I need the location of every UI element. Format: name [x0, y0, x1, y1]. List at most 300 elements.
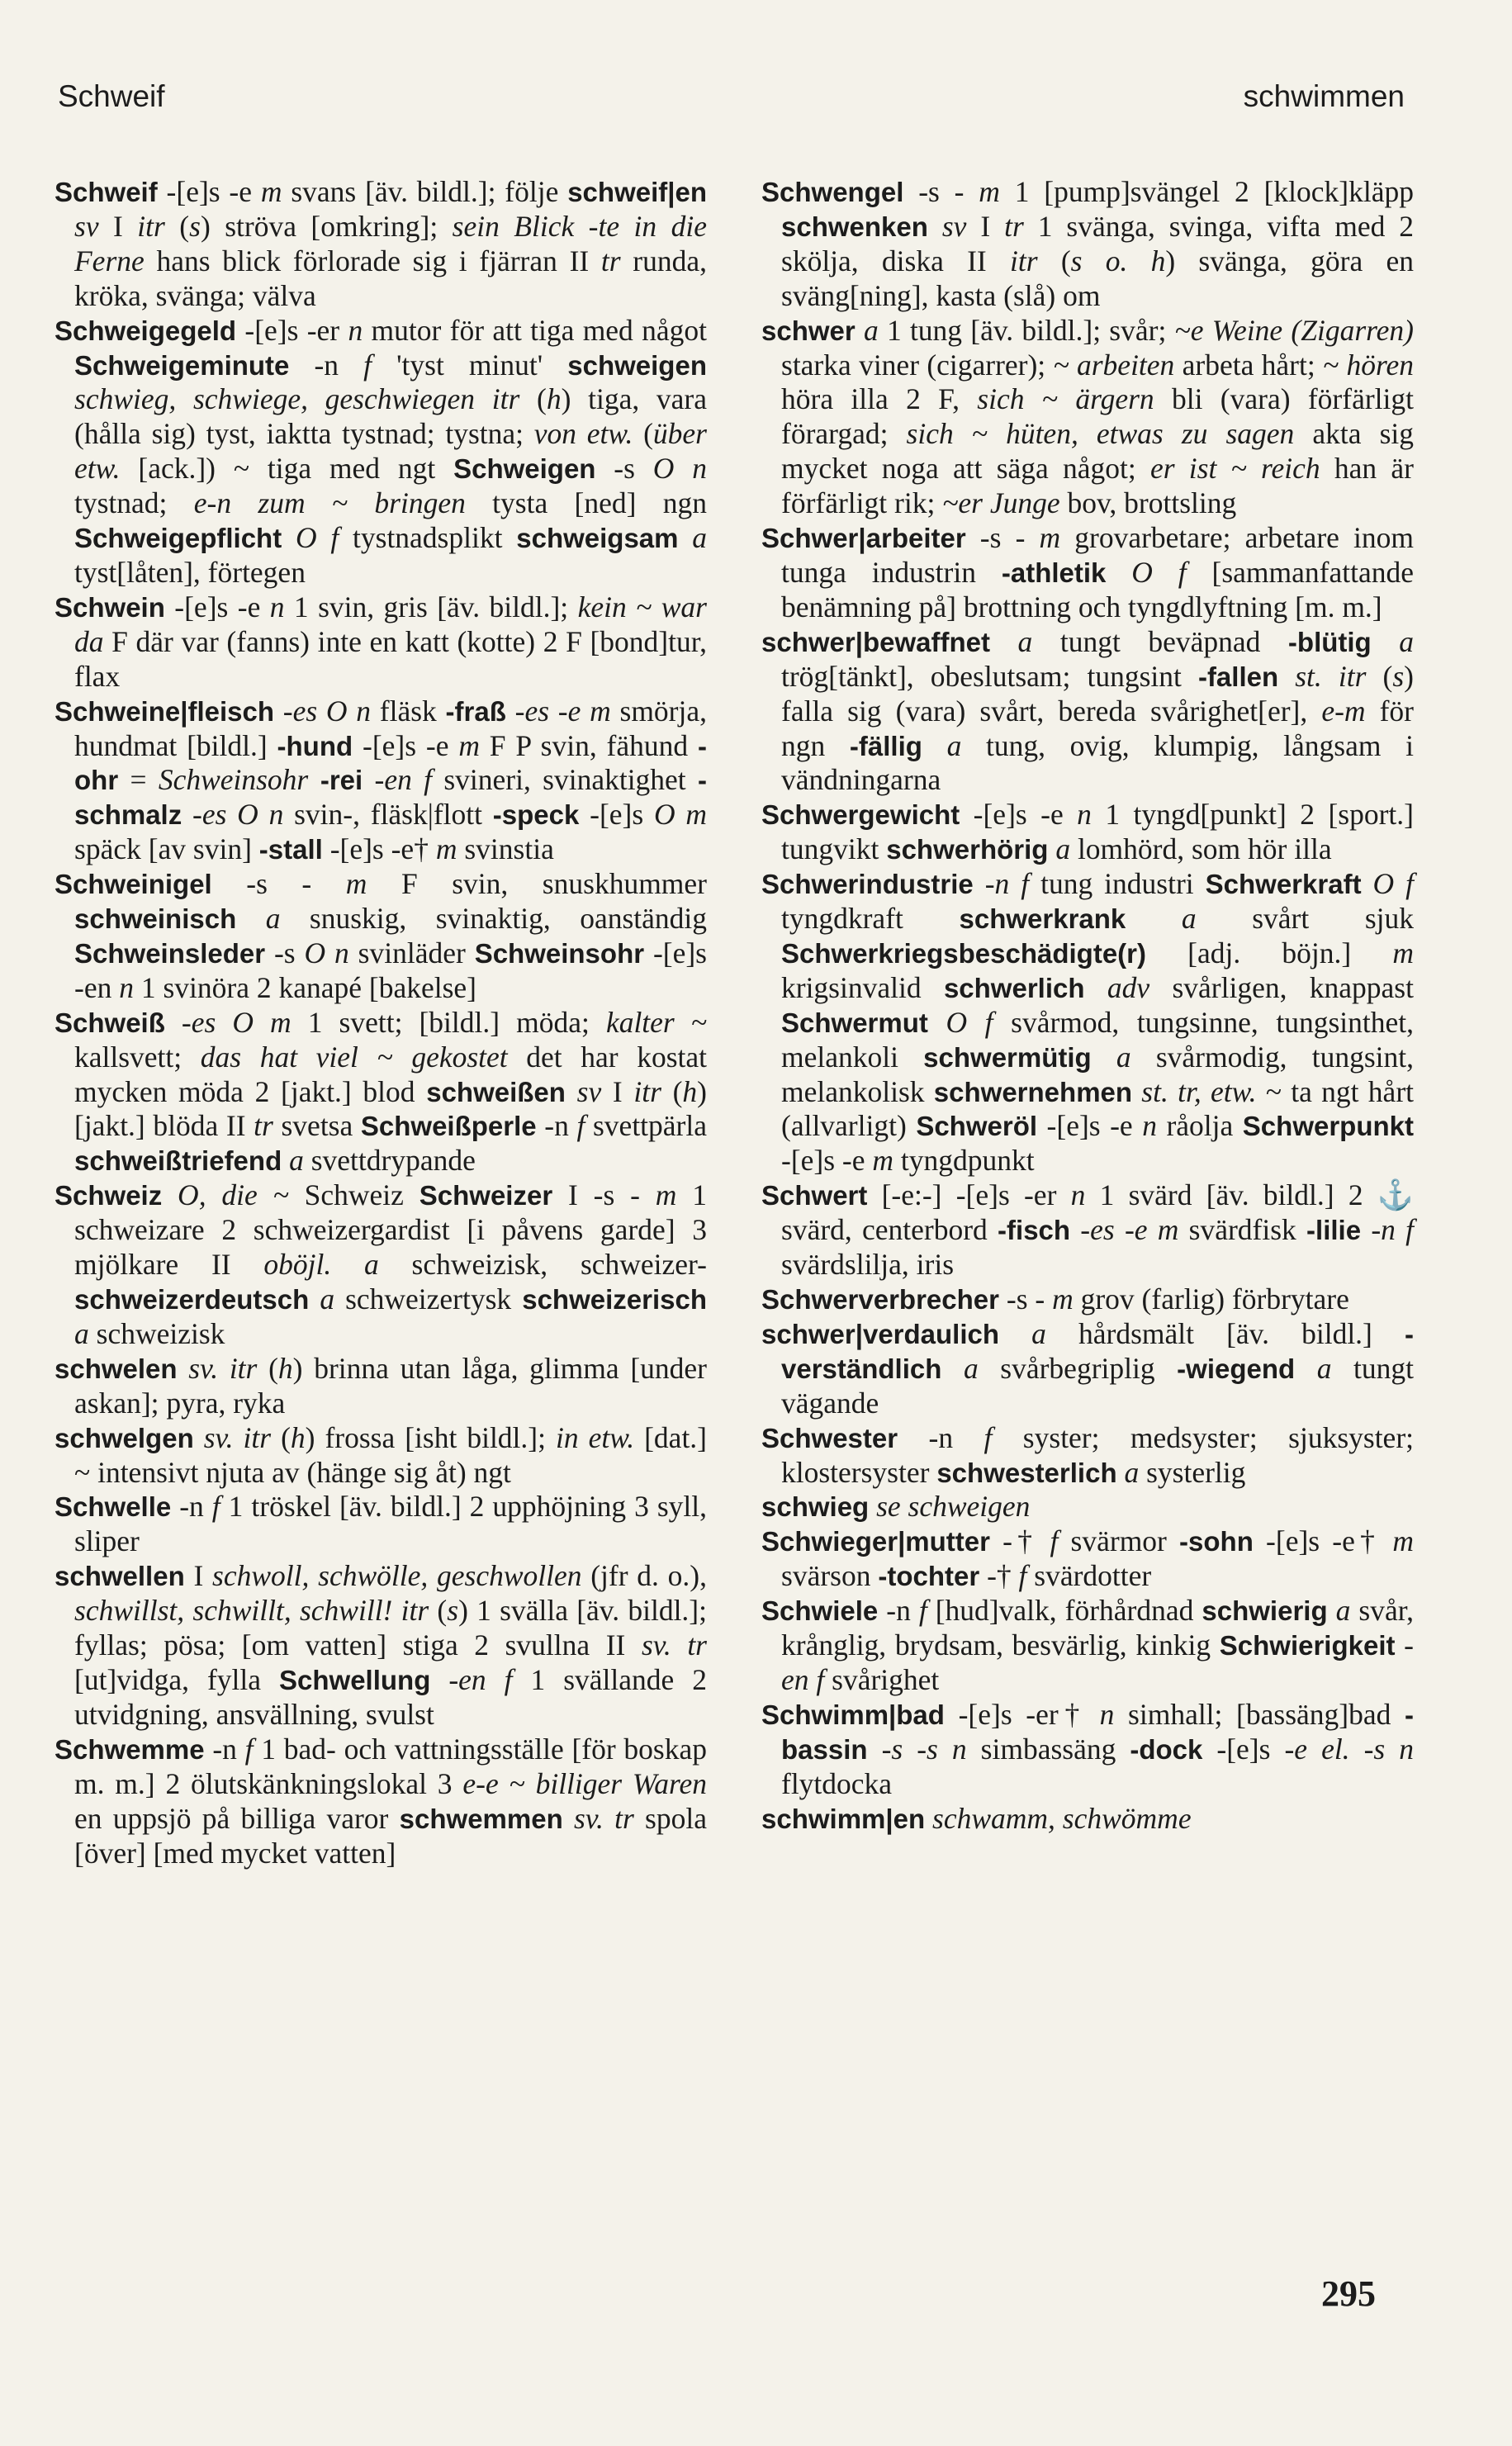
grammar-note: m [1392, 936, 1414, 969]
headword: Schwein [55, 591, 165, 623]
grammar-note: n [1142, 1109, 1157, 1143]
definition-text: F svin, snuskhummer [367, 867, 707, 901]
definition-text: simhall; [bassäng]bad [1114, 1697, 1405, 1731]
definition-text: svinstia [457, 832, 554, 866]
headword: Schwieger|mutter [761, 1526, 990, 1557]
headword: -lilie [1306, 1215, 1362, 1246]
grammar-note: sv. tr [641, 1628, 707, 1662]
dictionary-entry [55, 867, 707, 1006]
definition-text: simbassäng [966, 1732, 1130, 1766]
headword: Schweinsohr [474, 937, 645, 969]
definition-text: ) frossa [isht bildl.]; [305, 1420, 556, 1454]
definition-text: grov (farlig) förbrytare [1073, 1282, 1349, 1315]
definition-text: ( [429, 1594, 448, 1628]
grammar-note: m [1392, 1524, 1414, 1558]
headword: -verständlich [781, 1318, 1414, 1384]
headword: Schwester [761, 1422, 898, 1453]
grammar-note: m [345, 867, 367, 901]
grammar-note: sich ~ ärgern [977, 382, 1154, 416]
grammar-note: a [1126, 902, 1197, 936]
grammar-note: s [189, 209, 201, 243]
definition-text: -[e]s -e [1037, 1109, 1143, 1143]
grammar-note: s [1392, 659, 1405, 693]
headword: -tochter [878, 1561, 980, 1592]
grammar-note: a [309, 1282, 335, 1315]
definition-text: en uppsjö på billiga varor [74, 1801, 400, 1835]
definition-text: smörja, hundmat [bildl.] [74, 694, 707, 762]
page-number: 295 [1321, 2273, 1376, 2314]
headword: schwer [761, 315, 856, 346]
definition-text: -[e]s -e† [322, 832, 436, 866]
headword: Schweröl [916, 1111, 1038, 1142]
definition-text: svärdotter [1026, 1559, 1152, 1593]
headword: schweinisch [74, 903, 237, 935]
grammar-note: -en f [781, 1628, 1414, 1696]
definition-text: -n [171, 1490, 212, 1524]
definition-text: ) [jakt.] blöda II [74, 1074, 707, 1143]
dictionary-entry [761, 521, 1414, 625]
grammar-note: -en f [430, 1662, 513, 1696]
headword: schwemmen [399, 1803, 563, 1834]
grammar-note: s [447, 1594, 459, 1628]
definition-text: [-e:-] -[e]s -er [867, 1178, 1071, 1212]
grammar-note: se schweigen [869, 1490, 1031, 1524]
grammar-note: sv. tr [562, 1801, 634, 1835]
dictionary-entry [761, 1282, 1414, 1317]
definition-text: svårmod, tungsinne, tungsinthet, melankoli [781, 1005, 1414, 1074]
dictionary-entry [761, 867, 1414, 1178]
headword: -speck [492, 799, 580, 831]
definition-text: I [98, 209, 138, 243]
definition-text: -† [989, 1524, 1050, 1558]
grammar-note: in etw. [555, 1420, 635, 1454]
definition-text: han är förfärligt rik; [781, 452, 1414, 520]
grammar-note: f [363, 348, 372, 382]
grammar-note: sv [74, 209, 99, 243]
definition-text: mutor för att tiga med något [363, 313, 707, 347]
definition-text: schweizisk, schweizer- [378, 1248, 707, 1282]
definition-text: -s - [999, 1282, 1053, 1315]
headword: schwesterlich [936, 1457, 1117, 1488]
grammar-note: O f [282, 521, 339, 555]
headword: Schweigeminute [74, 349, 290, 381]
dictionary-entry [761, 1594, 1414, 1698]
dictionary-entry [761, 175, 1414, 314]
grammar-note: sv. itr [193, 1420, 272, 1454]
dictionary-entry [761, 1802, 1414, 1837]
grammar-note: st. itr [1278, 659, 1367, 693]
headword: Schwerkraft [1205, 869, 1362, 900]
headword: schweißen [426, 1076, 566, 1107]
headword: Schwellung [279, 1664, 431, 1695]
definition-text: -[e]s -er [236, 313, 348, 347]
headword: -sohn [1179, 1526, 1254, 1557]
grammar-note: a [1048, 832, 1071, 866]
headword: Schwengel [761, 177, 904, 207]
grammar-note: m [260, 175, 282, 208]
definition-text: -n [204, 1732, 245, 1766]
definition-text: trög[tänkt], obeslutsam; tungsint [781, 659, 1198, 693]
dictionary-entry [761, 1490, 1414, 1524]
definition-text: svärmor [1058, 1524, 1180, 1558]
definition-text: 1 tyngd[punkt] 2 [sport.] tungvikt [781, 798, 1414, 866]
grammar-note: er ist ~ reich [1150, 452, 1320, 486]
dictionary-entry [761, 1178, 1414, 1282]
definition-text: svettdrypande [303, 1144, 476, 1178]
headword: Schweiz [55, 1180, 163, 1211]
grammar-note: -es O m [164, 1005, 291, 1039]
definition-text: lomhörd, som hör illa [1070, 832, 1332, 866]
definition-text: 1 svällande 2 utvidgning, ansvällning, svulst [74, 1662, 707, 1731]
headword: schwierig [1202, 1595, 1328, 1627]
grammar-note: a [1371, 624, 1415, 658]
definition-text: -s [595, 452, 653, 486]
headword: Schweinigel [55, 869, 212, 900]
grammar-note: n [1099, 1697, 1115, 1731]
headword: -fällig [849, 730, 922, 761]
definition-text: -s - [965, 521, 1040, 555]
definition-text: -[e]s [579, 798, 654, 832]
definition-text: svärdfisk [1178, 1213, 1307, 1247]
definition-text: I [601, 1074, 634, 1108]
grammar-note: tr [600, 244, 621, 277]
definition-text: svårbegriplig [978, 1351, 1178, 1385]
dictionary-entry [55, 1490, 707, 1559]
definition-text: svårt sjuk [1196, 902, 1414, 936]
headword: Schweine|fleisch [55, 695, 274, 727]
definition-text: ) 1 svälla [äv. bildl.]; fyllas; pösa; [om vatten] stiga 2 svullna II [74, 1594, 707, 1662]
definition-text: tungt beväpnad [1032, 624, 1288, 658]
definition-text: spola [över] [med mycket vatten] [74, 1801, 707, 1870]
grammar-note: schwieg, schwiege, geschwiegen itr [74, 382, 520, 416]
headword: schweizerdeutsch [74, 1284, 310, 1315]
headword: schweif|en [567, 177, 707, 207]
headword: Schwemme [55, 1733, 205, 1765]
grammar-note: f [244, 1732, 254, 1766]
grammar-note: ~ hören [1323, 348, 1415, 382]
headword: schwer|verdaulich [761, 1318, 1000, 1349]
definition-text: ) svänga, göra en sväng[ning], kasta (slå) om [781, 244, 1414, 312]
definition-text: -s [265, 936, 305, 969]
headword: Schweigen [453, 453, 596, 485]
definition-text: ~ ta ngt hårt (allvarligt) [781, 1074, 1414, 1143]
dictionary-entry [55, 694, 707, 868]
grammar-note: itr [137, 209, 165, 243]
headword: schwermütig [923, 1041, 1092, 1073]
headword: -rei [308, 765, 363, 796]
definition-text: 1 svänga, svinga, vifta med 2 skölja, diska II [781, 209, 1414, 277]
grammar-note: tr [254, 1109, 273, 1143]
grammar-note: n [1077, 798, 1092, 832]
definition-text: 1 bad- och vattningsställe [för boskap m. m.] 2 ölutskänkningslokal 3 [74, 1732, 707, 1800]
grammar-note: a [282, 1144, 304, 1178]
definition-text: [hud]valk, förhårdnad [927, 1594, 1202, 1628]
headword: -hund [277, 730, 353, 761]
definition-text: bov, brottsling [1059, 486, 1237, 520]
grammar-note: O f [1106, 555, 1187, 589]
definition-text: svårligen, knappast [1149, 970, 1414, 1004]
dictionary-entry [55, 1733, 707, 1871]
definition-text: -[e]s -en [74, 936, 707, 1004]
definition-text: 1 svärd [äv. bildl.] 2 ⚓ svärd, centerbord [781, 1178, 1414, 1247]
definition-text: svärson [781, 1559, 879, 1593]
running-header [58, 79, 1405, 114]
grammar-note: e-e ~ billiger Waren [462, 1766, 707, 1800]
definition-text: svinläder [348, 936, 475, 969]
grammar-note: n [1070, 1178, 1086, 1212]
definition-text: 1 schweizare 2 schweizergardist [i påvens garde] 3 mjölkare II [74, 1178, 708, 1282]
grammar-note: a [922, 728, 962, 762]
grammar-note: ~e Weine (Zigarren) [1174, 313, 1414, 347]
definition-text: bli (vara) förfärligt förargad; [781, 382, 1414, 451]
definition-text: hårdsmält [äv. bildl.] [1045, 1316, 1405, 1350]
definition-text: tysta [ned] ngn [465, 486, 708, 520]
definition-text: tyngdkraft [781, 902, 960, 936]
definition-text: tung, ovig, klumpig, långsam i vändningarna [781, 728, 1415, 797]
grammar-note: h [290, 1420, 306, 1454]
dictionary-entry [761, 1317, 1414, 1421]
headword: schweißtriefend [74, 1145, 282, 1177]
headword: Schwierigkeit [1219, 1630, 1396, 1661]
headword: schwer|bewaffnet [761, 626, 990, 657]
definition-text: -[e]s -e [781, 1144, 873, 1178]
grammar-note: s o. h [1070, 244, 1166, 277]
definition-text: svin-, fläsk|flott [283, 798, 493, 832]
definition-text: -† [979, 1559, 1019, 1593]
definition-text: späck [av svin] [74, 832, 259, 866]
dictionary-entry [55, 1006, 707, 1179]
definition-text: runda, kröka, svänga; välva [74, 244, 707, 312]
headword: -bassin [781, 1699, 1414, 1765]
grammar-note: Schweinsohr [158, 763, 309, 797]
definition-text: tungt vägande [781, 1351, 1415, 1420]
definition-text: I [184, 1559, 213, 1593]
headword: Schwergewicht [761, 799, 960, 831]
headword: Schwermut [781, 1007, 928, 1038]
dictionary-entry [55, 1178, 707, 1352]
definition-text: 1 svett; [bildl.] möda; [291, 1005, 606, 1039]
definition-text: 1 [pump]svängel 2 [klock]kläpp [999, 175, 1414, 208]
headword: -schmalz [74, 765, 707, 831]
grammar-note: a [999, 1316, 1046, 1350]
definition-text: [ut]vidga, fylla [74, 1662, 280, 1696]
definition-text: tystnadsplikt [339, 521, 517, 555]
definition-text: -n [536, 1109, 577, 1143]
definition-text: -[e]s -er† [944, 1697, 1100, 1731]
definition-text: snuskig, svinaktig, oanständig [280, 902, 707, 936]
headword: schwernehmen [933, 1076, 1133, 1107]
definition-text: ( [257, 1351, 278, 1385]
grammar-note: ~er Junge [942, 486, 1060, 520]
definition-text: 1 svinöra 2 kanapé [bakelse] [133, 970, 476, 1004]
definition-text: 1 svin, gris [äv. bildl.]; [284, 590, 578, 623]
grammar-note: schwoll, schwölle, geschwollen [212, 1559, 582, 1593]
grammar-note: a [236, 902, 281, 936]
dictionary-entry [55, 590, 707, 694]
definition-text: ) tiga, vara (hålla sig) tyst, iaktta tystnad; tystna; [74, 382, 708, 451]
headword: Schwelle [55, 1491, 172, 1523]
definition-text: krigsinvalid [781, 970, 944, 1004]
headword: schwelgen [55, 1422, 194, 1453]
grammar-note: -es -e m [1070, 1213, 1179, 1247]
grammar-note: -es O n [182, 798, 284, 832]
headword: schwerhörig [886, 834, 1049, 865]
definition-text: det har kostat mycken möda 2 [jakt.] blod [74, 1040, 707, 1108]
grammar-note: itr [633, 1074, 661, 1108]
headword: schwelen [55, 1353, 178, 1384]
definition-text: tyngdpunkt [893, 1144, 1035, 1178]
grammar-note: h [682, 1074, 698, 1108]
grammar-note: O m [653, 798, 707, 832]
grammar-note: m [458, 728, 480, 762]
definition-text: I [966, 209, 1005, 243]
headword: Schweigegeld [55, 315, 237, 346]
headword: Schweigepflicht [74, 523, 282, 554]
dictionary-entry [55, 175, 707, 314]
definition-text: -s - [903, 175, 979, 208]
definition-text: 'tyst minut' [372, 348, 568, 382]
headword: Schwiele [761, 1595, 879, 1627]
grammar-note: n [348, 313, 363, 347]
definition-text: -[e]s [1202, 1732, 1285, 1766]
definition-text: tyst[låten], förtegen [74, 555, 306, 589]
headword: -fraß [445, 695, 506, 727]
grammar-note: O f [1361, 867, 1415, 901]
dictionary-entry [761, 1524, 1414, 1594]
definition-text: ( [633, 417, 653, 451]
grammar-note: a [941, 1351, 979, 1385]
grammar-note: -e el. -s n [1284, 1732, 1414, 1766]
headword: schweigsam [516, 523, 679, 554]
grammar-note: n [119, 970, 134, 1004]
headword: -wiegend [1177, 1353, 1296, 1384]
grammar-note: sich ~ hüten, etwas zu sagen [906, 417, 1295, 451]
headword: schwellen [55, 1561, 185, 1592]
grammar-note: st. tr, etw. [1132, 1074, 1257, 1108]
definition-text: schweizisk [88, 1316, 225, 1350]
headword: Schweiß [55, 1007, 165, 1038]
left-column [55, 175, 707, 1870]
definition-text: ) falla sig (vara) svårt, bereda svårighet[er], [781, 659, 1414, 728]
grammar-note: das hat viel ~ gekostet [200, 1040, 508, 1074]
dictionary-entry [55, 314, 707, 590]
grammar-note: -es O n [274, 694, 372, 728]
headword: schwenken [781, 211, 928, 242]
grammar-note: n [269, 590, 285, 623]
definition-text: [sammanfattande benämning på] brottning och tyngdlyftning [m. m.] [781, 555, 1414, 623]
headword: -ohr [74, 730, 707, 796]
headword: schwieg [761, 1491, 870, 1523]
grammar-note: -n f [1361, 1213, 1415, 1247]
definition-text: grovarbetare; arbetare inom tunga industrin [781, 521, 1414, 589]
grammar-note: sv. itr [177, 1351, 258, 1385]
definition-text: hans blick förlorade sig i fjärran II [144, 244, 601, 277]
definition-text: svettpärla [585, 1109, 707, 1143]
definition-text: för ngn [781, 694, 1414, 762]
definition-text: ( [1366, 659, 1393, 693]
grammar-note: e-m [1321, 694, 1366, 728]
grammar-note: sv [927, 209, 967, 243]
grammar-note: adv [1084, 970, 1150, 1004]
grammar-note: O, die ~ [162, 1178, 289, 1212]
right-column [761, 175, 1414, 1837]
definition-text: svår, krånglig, brydsam, besvärlig, kinkig [781, 1594, 1415, 1662]
grammar-note: -es -e m [505, 694, 611, 728]
grammar-note: f [1050, 1524, 1059, 1558]
headword: schwerkrank [959, 903, 1126, 935]
headword: schwimm|en [761, 1803, 926, 1834]
definition-text: akta sig mycket noga att säga något; [781, 417, 1414, 486]
grammar-note: f [1018, 1559, 1027, 1593]
headword: Schwert [761, 1180, 868, 1211]
grammar-note: a [678, 521, 708, 555]
grammar-note: e-n zum ~ bringen [193, 486, 466, 520]
grammar-note: tr [1004, 209, 1024, 243]
grammar-note: h [277, 1351, 293, 1385]
definition-text: kallsvett; [74, 1040, 201, 1074]
definition-text: fläsk [371, 694, 446, 728]
headword: Schwer|arbeiter [761, 523, 966, 554]
definition-text: 1 tung [äv. bildl.]; svår; [878, 313, 1175, 347]
definition-text: ( [271, 1420, 291, 1454]
definition-text: råolja [1156, 1109, 1243, 1143]
grammar-note: f [211, 1490, 220, 1524]
definition-text: [ack.]) ~ tiga med ngt [120, 452, 454, 486]
grammar-note: a [74, 1316, 89, 1350]
definition-text: ) brinna utan låga, glimma [under askan]; pyra, ryka [74, 1351, 707, 1420]
headword: schwerlich [943, 972, 1085, 1003]
headword: Schwerindustrie [761, 869, 974, 900]
grammar-note: O n [304, 936, 349, 969]
grammar-note: kalter ~ [605, 1005, 707, 1039]
headword: Schwerkriegsbeschädigte(r) [781, 937, 1146, 969]
grammar-note: schwillst, schwillt, schwill! itr [74, 1594, 429, 1628]
definition-text: ( [519, 382, 547, 416]
headword: schweigen [567, 349, 707, 381]
headword: Schweinsleder [74, 937, 266, 969]
grammar-note: sv [565, 1074, 602, 1108]
definition-text: schweizertysk [334, 1282, 523, 1315]
headword: -blütig [1287, 626, 1372, 657]
headword: -fallen [1197, 661, 1279, 692]
grammar-note: m [1039, 521, 1061, 555]
definition-text: arbeta hårt; [1174, 348, 1323, 382]
definition-text: (jfr d. o.), [581, 1559, 707, 1593]
dictionary-entry [761, 798, 1414, 867]
grammar-note: m [979, 175, 1000, 208]
headword: -athletik [1001, 557, 1107, 588]
grammar-note: -s -s n [867, 1732, 967, 1766]
grammar-note: schwamm, schwömme [925, 1801, 1192, 1835]
headword: Schweizer [419, 1180, 553, 1211]
definition-text: -n [289, 348, 364, 382]
definition-text: svårighet [824, 1662, 940, 1696]
headword: -fisch [998, 1215, 1071, 1246]
definition-text: tung industri [1029, 867, 1206, 901]
definition-text: -[e]s -e [164, 590, 270, 623]
definition-text: 1 tröskel [äv. bildl.] 2 upphöjning 3 syll, sliper [74, 1490, 707, 1558]
grammar-note: -en f [363, 763, 433, 797]
definition-text: flytdocka [781, 1766, 893, 1800]
headword: schweizerisch [522, 1284, 707, 1315]
definition-text: -s - [211, 867, 346, 901]
dictionary-entry [761, 314, 1414, 521]
definition-text: ( [164, 209, 190, 243]
definition-text: F P svin, fähund [479, 728, 698, 762]
grammar-note: f [918, 1594, 927, 1628]
grammar-note: a [1295, 1351, 1332, 1385]
headword: Schweif [55, 177, 158, 207]
